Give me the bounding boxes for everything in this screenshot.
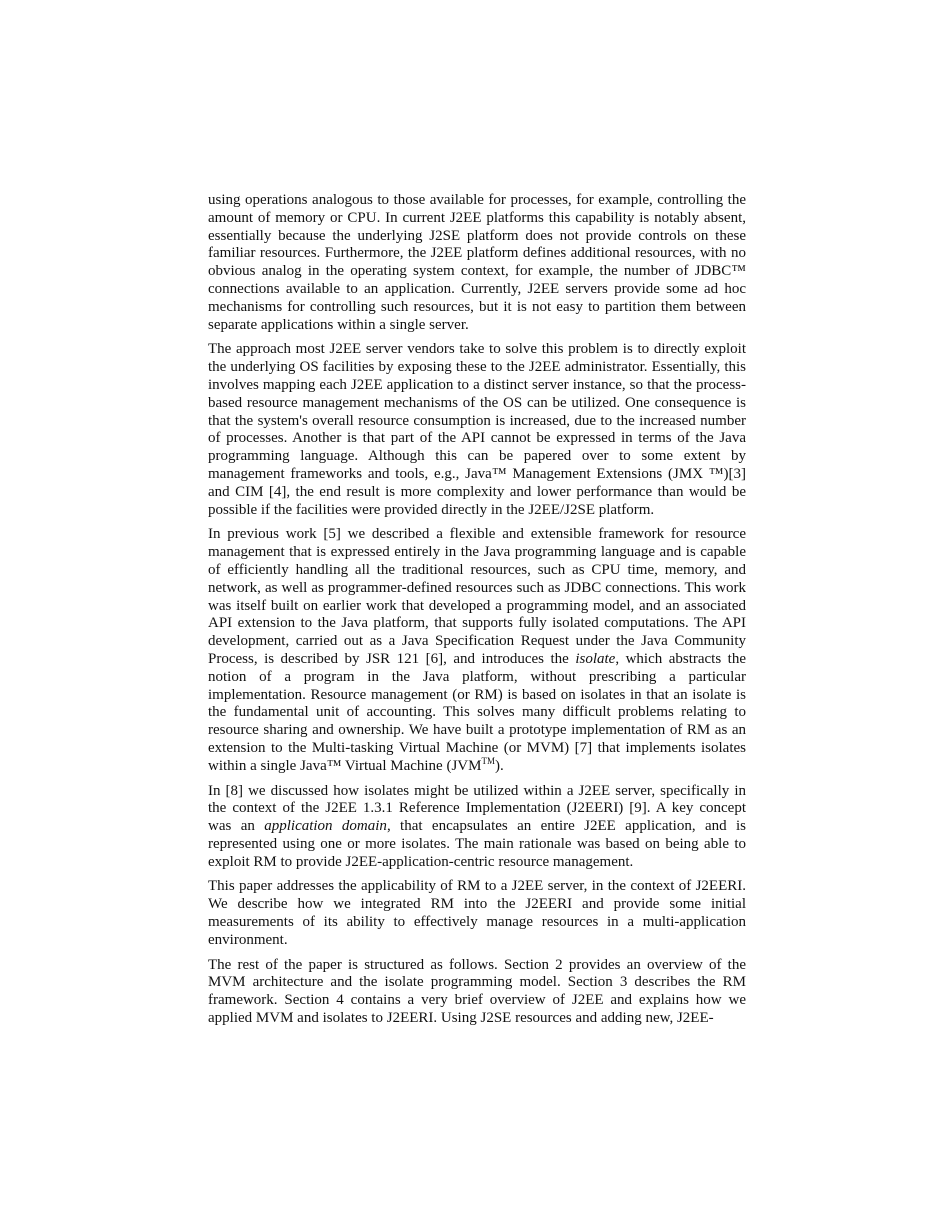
paragraph-application-domain-text-2: , that encapsulates an entire J2EE application, and is represented using one or more isolates. The main rationale was based on being able to exploit RM to provide J2EE-application-centric resource management. [208,818,746,870]
paragraph-application-domain-text-1: In [8] we discussed how isolates might be utilized within a J2EE server, specifically in the context of the J2EE 1.3.1 Reference Implementation (J2EERI) [9]. A key concept was an [208,782,746,835]
paragraph-resource-control: using operations analogous to those available for processes, for example, controlling the amount of memory or CPU. In current J2EE platforms this capability is notably absent, essentially because the underlying J2SE platform does not provide controls on these familiar resources. Furthermore, the J2EE platform defines additional resources, with no obvious analog in the operating system context, for example, the number of JDBC™ connections available to an application. Currently, J2EE servers provide some ad hoc mechanisms for controlling such resources, but it is not easy to partition them between separate applications within a single server. [208,192,746,333]
paragraph-previous-work-text-1: In previous work [5] we described a flexible and extensible framework for resource management that is expressed entirely in the Java programming language and is capable of efficiently handling all the traditional resources, such as CPU time, memory, and network, as well as programmer-defined resources such as JDBC connections. This work was itself built on earlier work that developed a programming model, and an associated API extension to the Java platform, that supports fully isolated computations. The API development, carried out as a Java Specification Request under the Java Community Process, is described by JSR 121 [6], and introduces the [208,526,746,667]
paragraph-previous-work-text-2: , which abstracts the notion of a program in the Java platform, without prescribing a particular implementation. Resource management (or RM) is based on isolates in that an isolate is the fundamental unit of accounting. This solves many difficult problems relating to resource sharing and ownership. We have built a prototype implementation of RM as an extension to the Multi-tasking Virtual Machine (or MVM) [7] that implements isolates within a single Java™ Virtual Machine (JVM [208,650,746,774]
application-domain-term: application domain [264,818,387,835]
body-text [208,192,746,1035]
paragraph-previous-work [208,526,746,775]
paragraph-application-domain [208,783,746,872]
isolate-term: isolate [575,650,616,667]
paragraph-previous-work-closing: ). [494,757,504,774]
paragraph-vendor-approach: The approach most J2EE server vendors take to solve this problem is to directly exploit the underlying OS facilities by exposing these to the J2EE administrator. Essentially, this involves mapping each J2EE application to a distinct server instance, so that the process-based resource management mechanisms of the OS can be utilized. One consequence is that the system's overall resource consumption is increased, due to the increased number of processes. Another is that part of the API cannot be expressed in terms of the Java programming language. Although this can be papered over to some extent by management frameworks and tools, e.g., Java™ Management Extensions (JMX ™)[3] and CIM [4], the end result is more complexity and lower performance than would be possible if the facilities were provided directly in the J2EE/J2SE platform. [208,341,746,518]
trademark-superscript: TM [481,755,495,766]
paragraph-structure-overview: The rest of the paper is structured as follows. Section 2 provides an overview of the MVM architecture and the isolate programming model. Section 3 describes the RM framework. Section 4 contains a very brief overview of J2EE and explains how we applied MVM and isolates to J2EERI. Using J2SE resources and adding new, J2EE- [208,956,746,1027]
paragraph-paper-scope: This paper addresses the applicability of RM to a J2EE server, in the context of J2EERI. We describe how we integrated RM into the J2EERI and provide some initial measurements of its ability to effectively manage resources in a multi-application environment. [208,878,746,948]
